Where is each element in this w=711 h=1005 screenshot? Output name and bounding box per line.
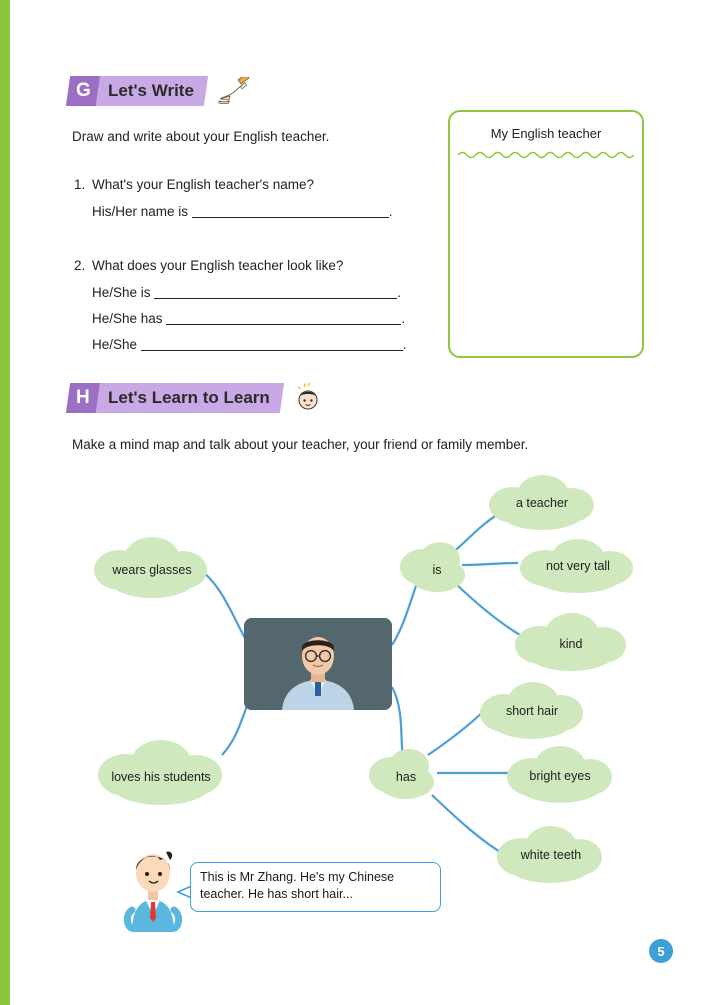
writing-hand-icon <box>216 76 250 106</box>
mindmap-node-kind[interactable] <box>515 613 626 671</box>
mindmap-node-bright-eyes[interactable] <box>507 746 612 803</box>
write-prompt: Draw and write about your English teacher. <box>72 129 330 144</box>
mindmap-node-a-teacher[interactable] <box>489 475 594 530</box>
mindmap-node-has[interactable] <box>369 749 434 799</box>
section-letter-badge <box>66 383 100 413</box>
mindmap-label-has: has <box>395 770 417 784</box>
mindmap-node-is[interactable] <box>400 542 465 592</box>
question-2-text: What does your English teacher look like? <box>92 258 344 273</box>
learn-prompt: Make a mind map and talk about your teacher, your friend or family member. <box>72 437 529 452</box>
mindmap-label-is: is <box>432 563 442 577</box>
question-2-number: 2. <box>74 258 86 273</box>
question-2-answer-line-3 <box>92 336 407 352</box>
answer-lead-text: He/She has <box>92 311 163 326</box>
speech-bubble <box>190 862 441 912</box>
mindmap-label-kind: kind <box>559 637 583 651</box>
boy-avatar-icon <box>122 840 184 932</box>
answer-lead-text: He/She is <box>92 285 151 300</box>
answer-end-punct: . <box>388 204 393 219</box>
drawing-box[interactable] <box>448 110 644 358</box>
answer-lead-text: His/Her name is <box>92 204 189 219</box>
mindmap-label-loves-his-students: loves his students <box>111 770 211 784</box>
thinking-boy-icon <box>292 383 326 413</box>
answer-blank-field[interactable] <box>192 203 389 218</box>
mindmap-label-white-teeth: white teeth <box>520 848 582 862</box>
mindmap-node-loves-his-students[interactable] <box>98 740 222 805</box>
teacher-photo <box>244 618 392 710</box>
section-letter-text: H <box>76 387 90 408</box>
question-2-answer-line-1 <box>92 284 401 300</box>
question-1-number: 1. <box>74 177 86 192</box>
answer-blank-field[interactable] <box>166 310 401 325</box>
mindmap-node-not-very-tall[interactable] <box>520 539 633 593</box>
answer-blank-field[interactable] <box>154 284 397 299</box>
section-letter-badge <box>66 76 100 106</box>
section-header-h <box>68 383 326 413</box>
section-title-banner <box>96 383 284 413</box>
mindmap-label-a-teacher: a teacher <box>515 496 569 510</box>
answer-blank-field[interactable] <box>141 336 403 351</box>
question-1-text: What's your English teacher's name? <box>92 177 315 192</box>
drawing-box-label: My English teacher <box>490 126 602 141</box>
answer-lead-text: He/She <box>92 337 138 352</box>
mindmap-label-short-hair: short hair <box>505 704 559 718</box>
section-title-banner <box>96 76 208 106</box>
section-letter-text: G <box>75 80 91 101</box>
section-title-text: Let's Learn to Learn <box>108 388 270 407</box>
answer-end-punct: . <box>397 285 402 300</box>
speech-line-2: teacher. He has short hair... <box>200 887 353 901</box>
answer-end-punct: . <box>401 311 406 326</box>
mindmap-label-not-very-tall: not very tall <box>546 559 610 573</box>
wavy-divider-icon <box>458 150 634 160</box>
page-number: 5 <box>649 939 673 963</box>
question-2-answer-line-2 <box>92 310 405 326</box>
mindmap-label-wears-glasses: wears glasses <box>112 563 192 577</box>
mindmap-node-short-hair[interactable] <box>480 682 583 739</box>
question-1-answer-line-1 <box>92 203 393 219</box>
mindmap-label-bright-eyes: bright eyes <box>529 769 591 783</box>
section-header-g <box>68 76 250 106</box>
mindmap-node-wears-glasses[interactable] <box>94 537 207 598</box>
speech-line-1: This is Mr Zhang. He's my Chinese <box>200 870 395 884</box>
mindmap-node-white-teeth[interactable] <box>497 826 602 883</box>
answer-end-punct: . <box>402 337 407 352</box>
section-title-text: Let's Write <box>108 81 194 100</box>
